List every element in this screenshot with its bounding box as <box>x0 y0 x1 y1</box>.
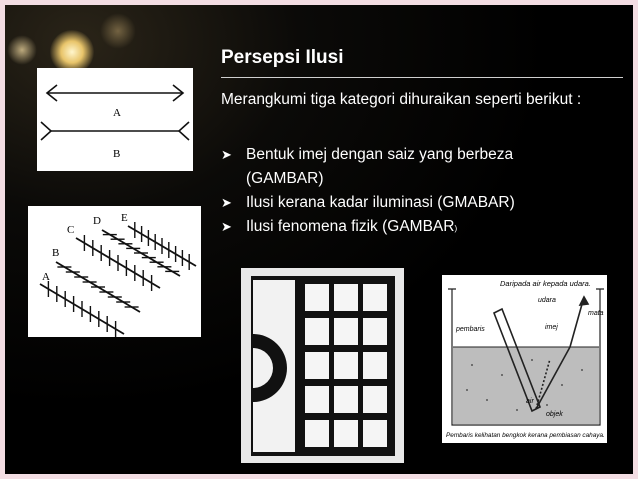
arrow-bullet-icon: ➤ <box>221 147 232 162</box>
grid-square <box>334 352 358 379</box>
grid-square <box>363 284 387 311</box>
grid-square <box>363 386 387 413</box>
grid-square <box>363 318 387 345</box>
grid-illusion-figure <box>241 268 404 463</box>
zollner-drawing <box>28 206 201 337</box>
bullet-list <box>221 143 621 241</box>
grid-square <box>305 386 329 413</box>
caption-daripada-air: Daripada air kepada udara. <box>500 279 591 288</box>
caption-pembaris-bengkok: Pembaris kelihatan bengkok kerana pembiasan cahaya. <box>446 432 605 439</box>
muller-lyer-drawing <box>37 68 193 171</box>
label-air: air <box>526 398 534 405</box>
title-divider <box>221 77 623 78</box>
bullet-text: Bentuk imej dengan saiz yang berbeza <box>246 146 514 163</box>
zollner-label-d: D <box>93 215 101 227</box>
line-label-a: A <box>113 107 121 119</box>
slide-title: Persepsi Ilusi <box>221 47 344 68</box>
arrow-bullet-icon: ➤ <box>221 219 232 234</box>
grid-square <box>363 352 387 379</box>
bokeh-light <box>7 35 37 65</box>
zollner-label-c: C <box>67 224 75 236</box>
zollner-label-b: B <box>52 247 60 259</box>
bullet-item <box>221 191 621 215</box>
bullet-text: Ilusi kerana kadar iluminasi (GMABAR) <box>246 194 515 211</box>
label-pembaris: pembaris <box>456 326 485 333</box>
grid-square <box>305 318 329 345</box>
label-udara: udara <box>538 297 556 304</box>
label-imej: imej <box>545 324 558 331</box>
grid-square <box>334 284 358 311</box>
slide <box>5 5 633 474</box>
zollner-label-a: A <box>42 271 50 283</box>
bullet-item <box>221 215 621 241</box>
bullet-item <box>221 143 621 191</box>
refraction-drawing <box>442 275 607 443</box>
grid-square <box>334 386 358 413</box>
grid-square <box>334 420 358 447</box>
label-mata: mata <box>588 310 604 317</box>
label-objek: objek <box>546 411 563 418</box>
zollner-figure <box>28 206 201 337</box>
zollner-label-e: E <box>121 212 128 224</box>
grid-illusion-drawing <box>241 268 404 463</box>
grid-square <box>363 420 387 447</box>
grid-square <box>305 420 329 447</box>
bullet-text-continuation: (GAMBAR) <box>246 170 324 187</box>
grid-square <box>305 352 329 379</box>
bullet-text: Ilusi fenomena fizik (GAMBAR <box>246 218 455 235</box>
bullet-tail: ) <box>454 224 458 233</box>
arrow-bullet-icon: ➤ <box>221 195 232 210</box>
refraction-figure <box>442 275 607 443</box>
grid-square <box>334 318 358 345</box>
bokeh-light <box>100 13 136 49</box>
line-label-b: B <box>113 148 121 160</box>
intro-text: Merangkumi tiga kategori dihuraikan seperti berikut : <box>221 91 582 108</box>
muller-lyer-figure <box>37 68 193 171</box>
grid-square <box>305 284 329 311</box>
